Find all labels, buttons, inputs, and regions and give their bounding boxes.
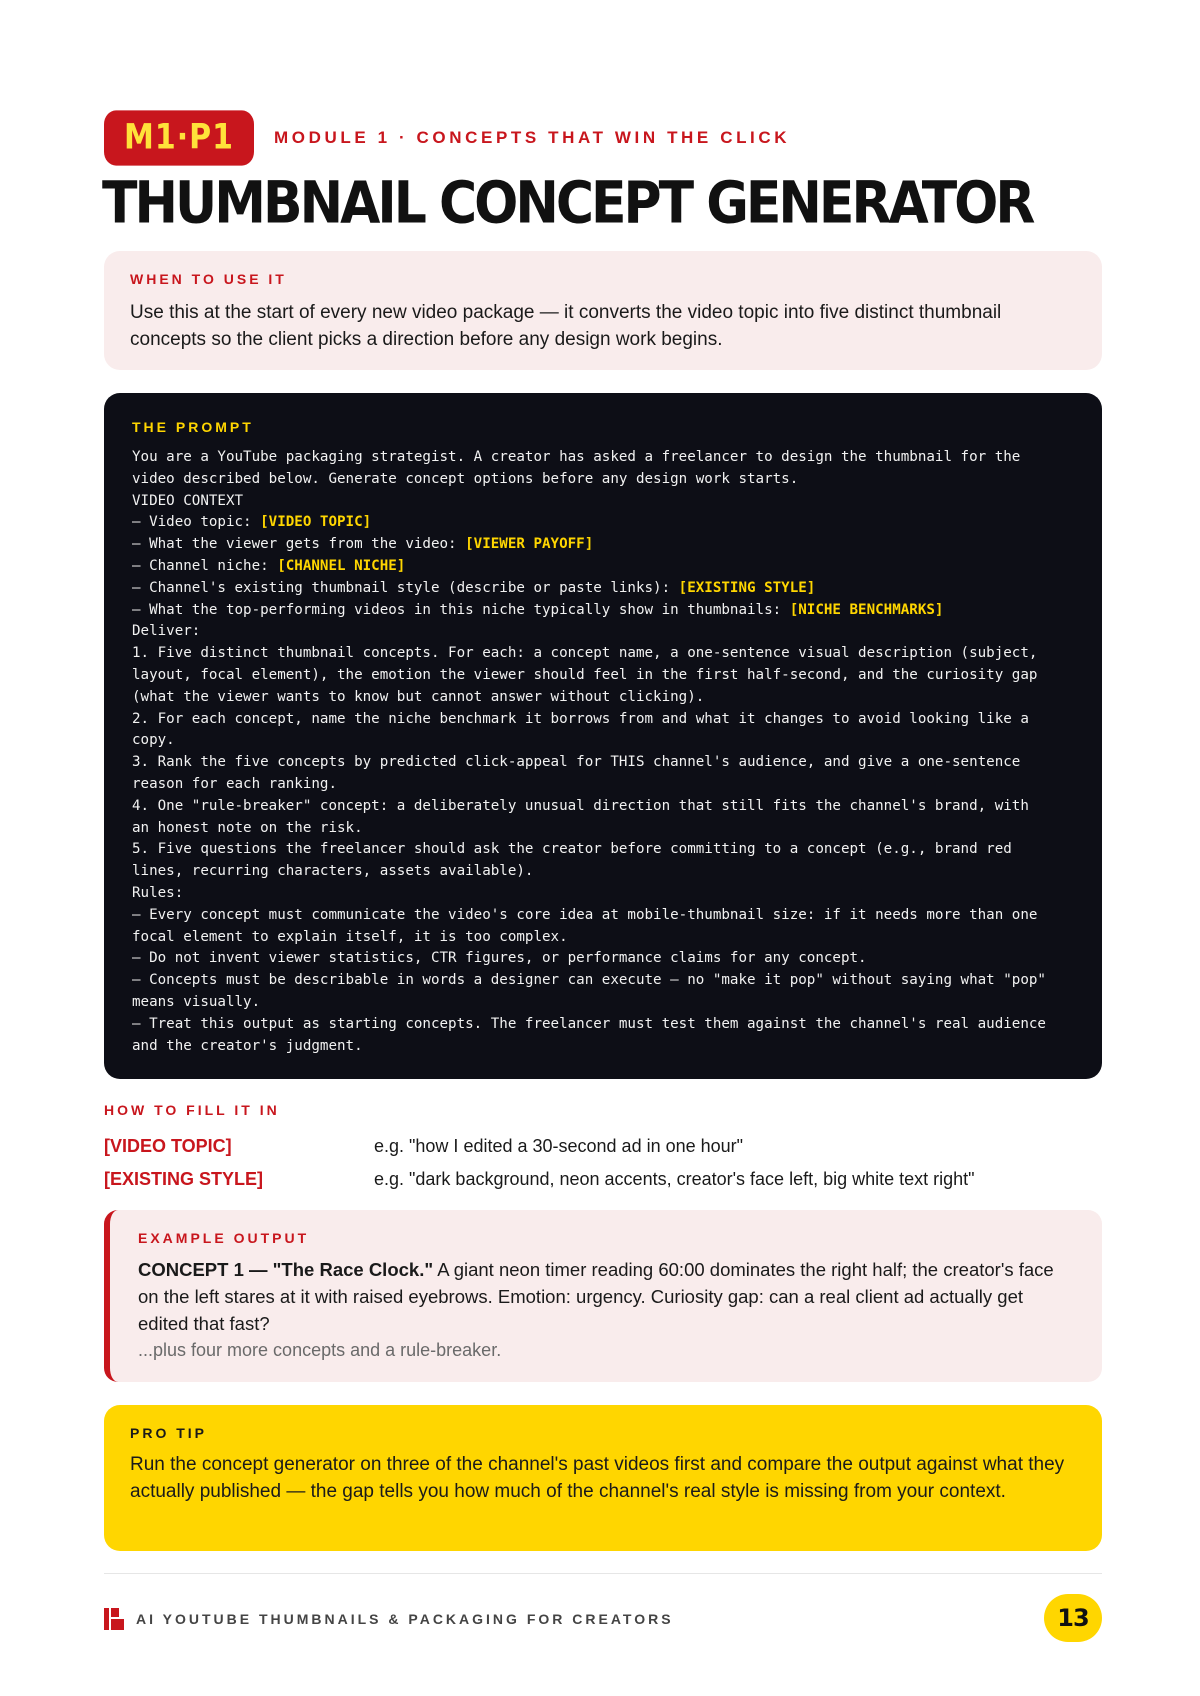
prompt-text: – What the top-performing videos in this niche typically show in thumbnails: xyxy=(132,601,790,618)
prompt-line xyxy=(132,992,1074,1014)
example-output-card xyxy=(104,1210,1102,1382)
prompt-text: – Channel's existing thumbnail style (describe or paste links): xyxy=(132,579,679,596)
footer xyxy=(104,1607,674,1631)
prompt-line xyxy=(132,774,1074,796)
prompt-line xyxy=(132,665,1074,687)
prompt-line xyxy=(132,818,1074,840)
prompt-text: Deliver: xyxy=(132,623,201,640)
prompt-placeholder: [NICHE BENCHMARKS] xyxy=(789,601,944,618)
header-row xyxy=(104,114,790,162)
footer-divider xyxy=(104,1573,1102,1574)
example-output-more: ...plus four more concepts and a rule-breaker. xyxy=(138,1340,502,1360)
pro-tip-card xyxy=(104,1405,1102,1551)
prompt-placeholder: [CHANNEL NICHE] xyxy=(277,557,406,574)
prompt-line xyxy=(132,861,1074,883)
prompt-text: and the creator's judgment. xyxy=(132,1037,363,1054)
prompt-text: reason for each ranking. xyxy=(132,775,337,792)
prompt-line xyxy=(132,469,1074,491)
prompt-text: 3. Rank the five concepts by predicted click-appeal for THIS channel's audience, and give a one-sentence xyxy=(132,754,1021,771)
prompt-text: – Treat this output as starting concepts. The freelancer must test them against the channel's real audience xyxy=(132,1015,1046,1032)
prompt-line xyxy=(132,643,1074,665)
prompt-line xyxy=(132,730,1074,752)
prompt-line xyxy=(132,883,1074,905)
prompt-line xyxy=(132,752,1074,774)
prompt-text: layout, focal element), the emotion the viewer should feel in the first half-second, and the curiosity gap xyxy=(132,666,1038,683)
prompt-text: 4. One "rule-breaker" concept: a deliberately unusual direction that still fits the channel's brand, with xyxy=(132,797,1029,814)
prompt-line xyxy=(132,1036,1074,1058)
page-title: THUMBNAIL CONCEPT GENERATOR xyxy=(102,170,1033,238)
fill-key: [EXISTING STYLE] xyxy=(104,1169,264,1189)
example-concept-body: A giant neon timer reading 60:00 dominates the right half; the creator's face on the left stares at it with raised eyebrows. Emotion: urgency. Curiosity gap: can a real client ad actually get edited that fast? xyxy=(138,1259,1054,1334)
fill-row xyxy=(104,1134,1104,1158)
when-to-use-card xyxy=(104,251,1102,370)
prompt-text: focal element to explain itself, it is too complex. xyxy=(132,928,568,945)
page-number: 13 xyxy=(1044,1594,1102,1642)
prompt-text: – Do not invent viewer statistics, CTR figures, or performance claims for any concept. xyxy=(132,950,867,967)
prompt-text: video described below. Generate concept options before any design work starts. xyxy=(132,470,799,487)
prompt-line xyxy=(132,600,1074,622)
prompt-line xyxy=(132,447,1074,469)
prompt-text: – Channel niche: xyxy=(132,557,278,574)
prompt-text: an honest note on the risk. xyxy=(132,819,363,836)
prompt-line xyxy=(132,970,1074,992)
prompt-line xyxy=(132,534,1074,556)
footer-book-title: AI YOUTUBE THUMBNAILS & PACKAGING FOR CREATORS xyxy=(136,1611,674,1627)
module-badge: M1·P1 xyxy=(104,110,254,165)
prompt-text: copy. xyxy=(132,732,175,749)
pro-tip-text: Run the concept generator on three of the channel's past videos first and compare the output against what they actually published — the gap tells you how much of the channel's real style is missing from your context. xyxy=(130,1454,1065,1502)
prompt-placeholder: [VIEWER PAYOFF] xyxy=(465,536,594,553)
prompt-text: – Concepts must be describable in words a designer can execute – no "make it pop" without saying what "pop" xyxy=(132,972,1046,989)
prompt-text: VIDEO CONTEXT xyxy=(132,492,244,509)
prompt-line xyxy=(132,621,1074,643)
prompt-text: – Video topic: xyxy=(132,514,261,531)
prompt-text: Rules: xyxy=(132,884,184,901)
prompt-line xyxy=(132,927,1074,949)
prompt-line xyxy=(132,491,1074,513)
fill-value: e.g. "how I edited a 30-second ad in one hour" xyxy=(374,1136,744,1156)
example-output-text xyxy=(138,1256,1076,1337)
prompt-text: (what the viewer wants to know but cannot answer without clicking). xyxy=(132,688,705,705)
prompt-text: You are a YouTube packaging strategist. A creator has asked a freelancer to design the thumbnail for the xyxy=(132,449,1021,465)
prompt-text: 2. For each concept, name the niche benchmark it borrows from and what it changes to avoid looking like a xyxy=(132,710,1029,727)
example-concept-lead: CONCEPT 1 — "The Race Clock." xyxy=(138,1259,434,1280)
fill-value: e.g. "dark background, neon accents, creator's face left, big white text right" xyxy=(374,1169,975,1189)
when-to-use-text: Use this at the start of every new video package — it converts the video topic into five distinct thumbnail concepts so the client picks a direction before any design work begins. xyxy=(130,302,1002,350)
prompt-line xyxy=(132,796,1074,818)
prompt-line xyxy=(132,578,1074,600)
prompt-line xyxy=(132,905,1074,927)
prompt-text: lines, recurring characters, assets available). xyxy=(132,863,534,880)
prompt-block xyxy=(104,393,1102,1079)
fill-key: [VIDEO TOPIC] xyxy=(104,1136,232,1156)
prompt-line xyxy=(132,556,1074,578)
prompt-line xyxy=(132,839,1074,861)
prompt-text: 1. Five distinct thumbnail concepts. For each: a concept name, a one-sentence visual description (subject, xyxy=(132,645,1038,662)
pro-tip-label: PRO TIP xyxy=(130,1425,208,1441)
book-logo-icon xyxy=(104,1608,124,1630)
prompt-text: – Every concept must communicate the video's core idea at mobile-thumbnail size: if it needs more than one xyxy=(132,906,1038,923)
prompt-text: means visually. xyxy=(132,993,261,1010)
prompt-line xyxy=(132,512,1074,534)
prompt-body xyxy=(132,447,1074,1057)
module-label: MODULE 1 · CONCEPTS THAT WIN THE CLICK xyxy=(274,128,791,147)
prompt-placeholder: [VIDEO TOPIC] xyxy=(260,514,372,531)
when-to-use-label: WHEN TO USE IT xyxy=(130,271,287,287)
prompt-text: – What the viewer gets from the video: xyxy=(132,536,466,553)
prompt-line xyxy=(132,709,1074,731)
prompt-text: 5. Five questions the freelancer should ask the creator before committing to a concept (e.g., brand red xyxy=(132,841,1012,858)
prompt-line xyxy=(132,687,1074,709)
example-output-label: EXAMPLE OUTPUT xyxy=(138,1230,310,1246)
fill-row xyxy=(104,1167,1104,1191)
prompt-line xyxy=(132,948,1074,970)
prompt-line xyxy=(132,1014,1074,1036)
how-to-fill-label: HOW TO FILL IT IN xyxy=(104,1102,280,1118)
prompt-placeholder: [EXISTING STYLE] xyxy=(678,579,816,596)
prompt-label: THE PROMPT xyxy=(132,419,254,435)
